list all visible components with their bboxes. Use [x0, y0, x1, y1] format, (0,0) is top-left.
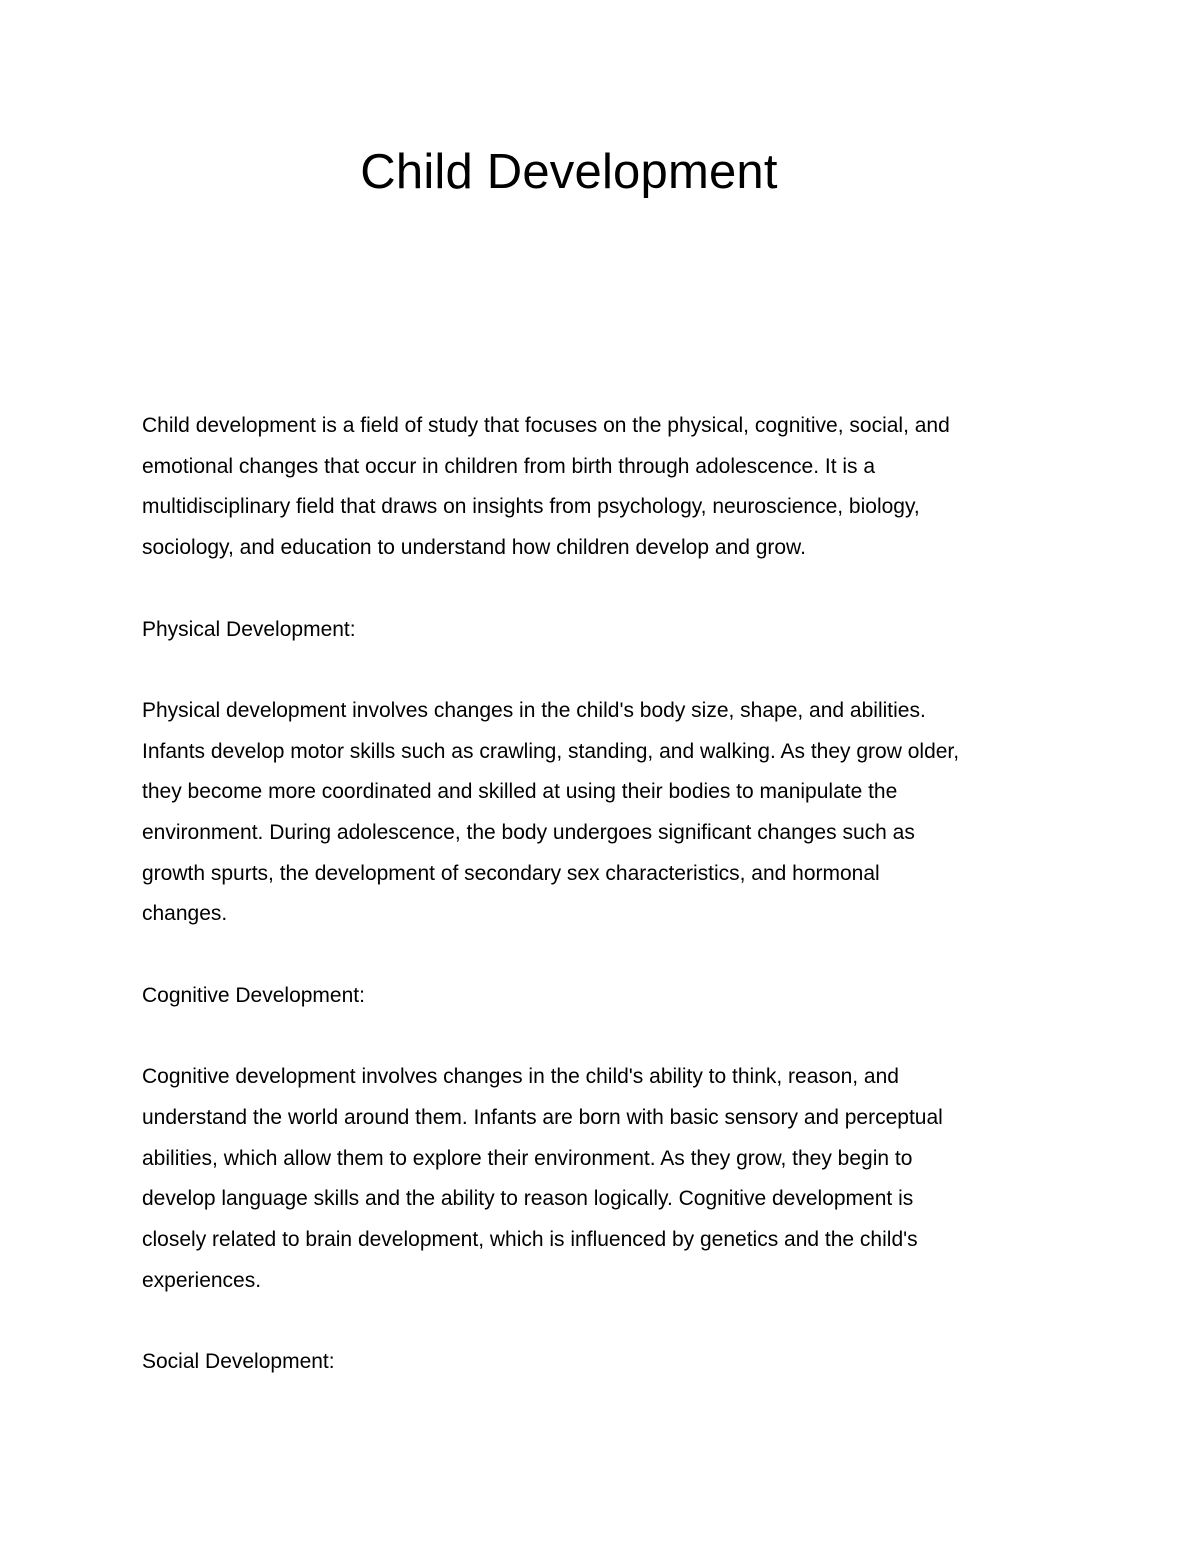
physical-line: changes. [142, 902, 228, 926]
cognitive-paragraph [142, 1057, 1072, 1301]
intro-line: emotional changes that occur in children from birth through adolescence. It is a [142, 454, 876, 478]
cognitive-line: understand the world around them. Infants are born with basic sensory and perceptual [142, 1105, 943, 1129]
intro-line: Child development is a field of study that focuses on the physical, cognitive, social, and [142, 414, 950, 437]
physical-paragraph [142, 691, 1072, 935]
cognitive-line: experiences. [142, 1268, 262, 1292]
physical-line: Infants develop motor skills such as crawling, standing, and walking. As they grow older, [142, 739, 960, 763]
document-title: Child Development [360, 145, 778, 199]
physical-line: Physical development involves changes in the child's body size, shape, and abilities. [142, 698, 926, 722]
physical-line: growth spurts, the development of secondary sex characteristics, and hormonal [142, 861, 880, 885]
intro-line: sociology, and education to understand how children develop and grow. [142, 536, 806, 560]
intro-paragraph [142, 406, 1072, 569]
cognitive-line: Cognitive development involves changes in the child's ability to think, reason, and [142, 1065, 899, 1089]
document-body [142, 406, 1072, 1423]
physical-line: environment. During adolescence, the body undergoes significant changes such as [142, 821, 915, 844]
cognitive-line: develop language skills and the ability to reason logically. Cognitive development is [142, 1187, 914, 1211]
social-heading: Social Development: [142, 1350, 335, 1374]
cognitive-heading: Cognitive Development: [142, 983, 365, 1007]
cognitive-line: closely related to brain development, which is influenced by genetics and the child's [142, 1228, 918, 1251]
physical-line: they become more coordinated and skilled at using their bodies to manipulate the [142, 780, 898, 804]
physical-heading: Physical Development: [142, 617, 356, 641]
cognitive-line: abilities, which allow them to explore their environment. As they grow, they begin to [142, 1146, 913, 1170]
intro-line: multidisciplinary field that draws on insights from psychology, neuroscience, biology, [142, 495, 920, 519]
